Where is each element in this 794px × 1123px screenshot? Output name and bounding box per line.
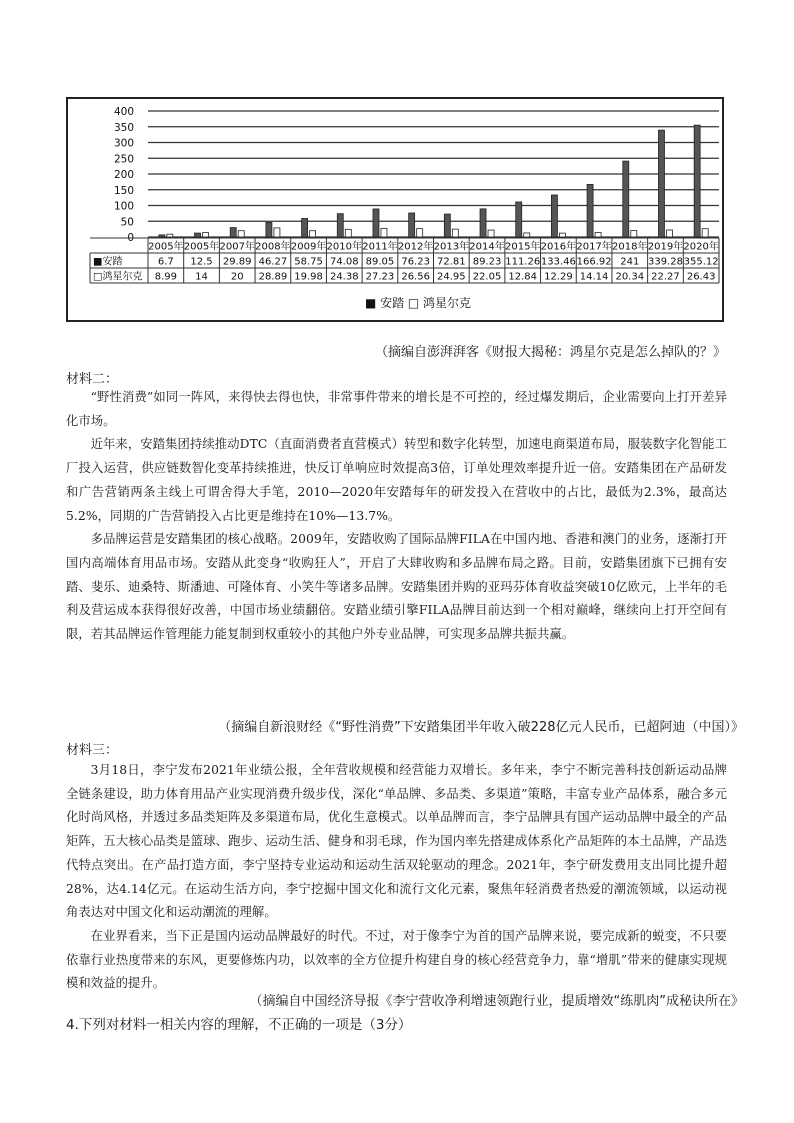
bar-erke-5 [345,229,351,237]
material3-label: 材料三： [66,743,119,758]
bar-erke-11 [559,233,565,237]
x-category-label-11: 2016年 [540,241,577,253]
bar-erke-12 [595,233,601,237]
table-value-anta-15: 355.12 [683,256,719,268]
question-4: 4.下列对材料一相关内容的理解，不正确的一项是（3分） [66,1017,412,1033]
table-value-erke-8: 24.95 [437,271,466,283]
x-category-label-0: 2005年 [148,241,184,253]
table-value-anta-7: 76.23 [401,256,430,268]
material2-label: 材料二： [66,372,119,387]
y-tick-label-350: 350 [113,121,134,134]
bar-anta-5 [337,214,343,237]
chart-frame [66,97,724,322]
material2-paragraph-2: 近年来，安踏集团持续推动DTC（直面消费者直营模式）转型和数字化转型，加速电商渠道布局，服装数字化智能工厂投入运营，供应链数智化变革持续推进，快反订单响应时效提高3倍，订单处理效率提升近一倍。安踏集团在产品研发和广告营销两条主线上可谓舍得大手笔，2010—2020年安踏每年的研发投入在营收中的占比，最低为2.3%，最高达5.2%，同期的广告营销投入占比更是维持在10%—13.7%。 [66,437,727,523]
x-category-label-4: 2009年 [290,241,327,253]
table-value-anta-10: 111.26 [505,256,541,268]
material2-source: （摘编自新浪财经《“野性消费”下安踏集团半年收入破228亿元人民币，已超阿迪（中国）》 [218,720,744,735]
y-tick-label-200: 200 [113,169,134,181]
bar-erke-14 [666,230,672,237]
table-value-anta-5: 74.08 [329,256,359,268]
y-tick-label-250: 250 [113,153,134,166]
bar-anta-15 [694,125,700,237]
bar-anta-0 [159,235,165,237]
material2-paragraph-1: “野性消费”如同一阵风，来得快去得也快，非常事件带来的增长是不可控的，经过爆发期后，企业需要向上打开差异化市场。 [66,390,727,428]
x-category-label-7: 2012年 [397,241,434,253]
x-category-label-6: 2011年 [362,241,398,253]
table-value-erke-7: 26.56 [401,271,430,283]
y-tick-label-100: 100 [113,200,134,213]
bar-erke-10 [524,233,530,237]
table-row-label-anta: ■安踏 [93,256,123,268]
table-value-anta-13: 241 [620,256,640,268]
bar-erke-15 [702,229,708,237]
bar-chart [68,99,722,320]
table-value-erke-11: 12.29 [544,271,573,283]
table-value-erke-10: 12.84 [508,271,538,283]
table-value-anta-14: 339.28 [647,256,683,268]
x-category-label-5: 2010年 [326,241,363,253]
table-value-erke-9: 22.05 [472,271,502,283]
table-value-anta-8: 72.81 [437,256,466,268]
material3-paragraph-2: 在业界看来，当下正是国内运动品牌最好的时代。不过，对于像李宁为首的国产品牌来说，要完成新的蜕变，不只要依靠行业热度带来的东风，更要修炼内功，以效率的全方位提升构建自身的核心经营竞争力，靠“增肌”带来的健康实现规模和效益的提升。 [66,928,727,991]
x-category-label-13: 2018年 [612,241,648,253]
table-value-erke-14: 22.27 [651,271,680,283]
table-value-anta-12: 166.92 [576,256,612,268]
material2-body [66,386,727,647]
x-category-label-12: 2017年 [576,241,612,253]
material3-source: （摘编自中国经济导报《李宁营收净利增速领跑行业，提质增效“练肌肉”成秘诀所在》 [249,994,744,1009]
bar-erke-6 [381,228,387,237]
table-value-anta-3: 46.27 [258,256,288,268]
bar-erke-4 [310,231,316,237]
y-tick-label-50: 50 [120,216,134,229]
table-value-anta-6: 89.05 [365,256,395,268]
table-value-erke-15: 26.43 [686,271,716,283]
table-value-anta-1: 12.5 [190,256,213,268]
table-value-erke-6: 27.23 [365,271,395,283]
y-tick-label-0: 0 [127,232,134,244]
x-category-label-9: 2014年 [469,241,505,253]
material1-source: （摘编自澎湃湃客《财报大揭秘：鸿星尔克是怎么掉队的？》 [374,345,726,360]
bar-anta-2 [230,228,236,237]
table-value-erke-3: 28.89 [258,271,288,283]
material2-paragraph-3: 多品牌运营是安踏集团的核心战略。2009年，安踏收购了国际品牌FILA在中国内地、香港和澳门的业务，逐渐打开国内高端体育用品市场。安踏从此变身“收购狂人”，开启了大肆收购和多品牌布局之路。目前，安踏集团旗下已拥有安踏、斐乐、迪桑特、斯潘迪、可隆体育、小笑牛等诸多品牌。安踏集团并购的亚玛芬体育收益突破10亿欧元，上半年的毛利及营运成本获得很好改善，中国市场业绩翻倍。安踏业绩引擎FILA品牌目前达到一个相对巅峰，继续向上打开空间有限，若其品牌运作管理能力能复制到权重较小的其他户外专业品牌，可实现多品牌共振共赢。 [66,532,727,642]
bar-erke-3 [274,228,280,237]
material3-paragraph-1: 3月18日，李宁发布2021年业绩公报，全年营收规模和经营能力双增长。多年来，李宁不断完善科技创新运动品牌全链条建设，助力体育用品产业实现消费升级步伐，深化“单品牌、多品类、多渠道”策略，丰富专业产品体系，融合多元化时尚风格，并透过多品类矩阵及多渠道布局，优化生意模式。以单品牌而言，李宁品牌具有国产运动品牌中最全的产品矩阵，五大核心品类是篮球、跑步、运动生活、健身和羽毛球，作为国内率先搭建成体系化产品矩阵的本土品牌，产品迭代特点突出。在产品打造方面，李宁坚持专业运动和运动生活双轮驱动的理念。2021年，李宁研发费用支出同比提升超28%，达4.14亿元。在运动生活方向，李宁挖掘中国文化和流行文化元素，聚焦年轻消费者热爱的潮流领域，以运动视角表达对中国文化和运动潮流的理解。 [66,763,727,920]
x-category-label-14: 2019年 [647,241,684,253]
chart-legend: ■ 安踏 □ 鸿星尔克 [364,296,472,310]
x-category-label-1: 2005年 [183,241,220,253]
bar-anta-12 [587,184,593,237]
table-value-anta-0: 6.7 [157,256,174,268]
bar-anta-4 [302,218,308,237]
table-value-erke-2: 20 [230,271,244,283]
bar-anta-8 [444,214,450,237]
table-value-anta-9: 89.23 [472,256,502,268]
y-tick-label-150: 150 [113,184,134,197]
table-value-erke-1: 14 [195,271,208,283]
table-value-erke-0: 8.99 [154,271,177,283]
bar-erke-2 [238,231,244,237]
bar-erke-13 [631,231,637,237]
bar-anta-9 [480,209,486,237]
bar-anta-11 [551,195,557,237]
bar-anta-7 [409,213,415,237]
bar-anta-6 [373,209,379,237]
bar-anta-14 [658,130,664,237]
table-value-anta-11: 133.46 [540,256,576,268]
table-value-erke-5: 24.38 [329,271,359,283]
y-tick-label-400: 400 [113,106,134,118]
bar-erke-9 [488,230,494,237]
bar-anta-10 [516,202,522,237]
bar-erke-1 [203,233,209,237]
y-tick-label-300: 300 [113,137,134,150]
bar-erke-0 [167,234,173,237]
table-value-erke-13: 20.34 [615,271,645,283]
bar-anta-3 [266,222,272,237]
x-category-label-10: 2015年 [504,241,541,253]
x-category-label-8: 2013年 [433,241,470,253]
x-category-label-3: 2008年 [255,241,291,253]
bar-anta-1 [195,233,201,237]
table-value-anta-2: 29.89 [222,256,252,268]
table-value-erke-12: 14.14 [579,271,609,283]
x-category-label-15: 2020年 [683,241,719,253]
bar-anta-13 [623,161,629,237]
table-value-erke-4: 19.98 [294,271,323,283]
bar-erke-7 [417,229,423,237]
material3-body [66,759,727,996]
table-row-label-erke: □鸿星尔克 [93,271,143,283]
bar-erke-8 [452,229,458,237]
table-value-anta-4: 58.75 [294,256,323,268]
x-category-label-2: 2007年 [219,241,255,253]
